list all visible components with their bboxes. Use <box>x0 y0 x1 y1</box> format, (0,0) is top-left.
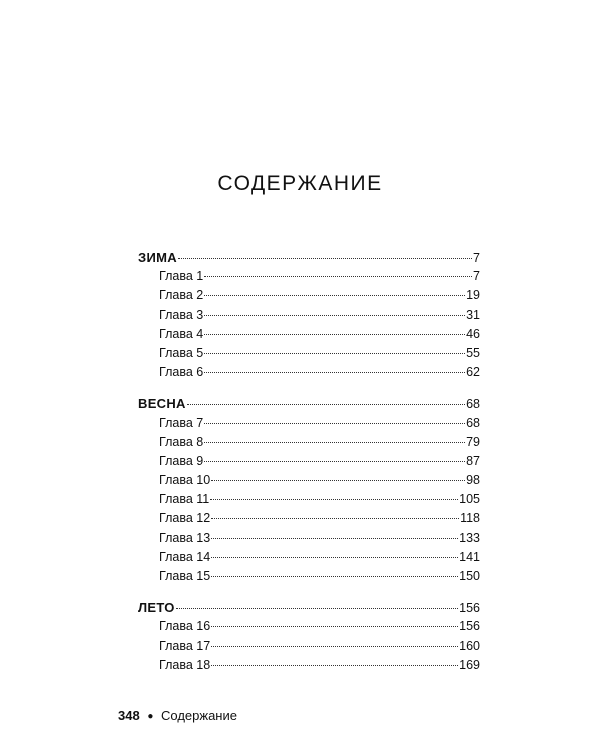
toc-entry-label: Глава 2 <box>159 288 204 303</box>
table-of-contents <box>138 248 480 687</box>
toc-entry-page-number: 68 <box>466 415 480 430</box>
dot-leader <box>204 315 465 316</box>
toc-chapter-entry[interactable] <box>138 617 480 636</box>
toc-entry-page-number: 133 <box>459 530 480 545</box>
toc-entry-page-number: 62 <box>466 365 480 380</box>
toc-entry-page-number: 7 <box>473 251 480 265</box>
toc-chapter-entry[interactable] <box>138 490 480 509</box>
page-title: СОДЕРЖАНИЕ <box>217 172 383 196</box>
toc-entry-page-number: 55 <box>466 345 480 360</box>
toc-chapter-entry[interactable] <box>138 567 480 586</box>
toc-entry-page-number: 156 <box>459 601 480 616</box>
dot-leader <box>211 518 459 519</box>
dot-leader <box>204 442 465 443</box>
dot-leader <box>176 608 458 609</box>
toc-chapter-entry[interactable] <box>138 414 480 433</box>
toc-chapter-entry[interactable] <box>138 471 480 490</box>
toc-entry-label: Глава 7 <box>159 415 204 430</box>
dot-leader <box>204 461 465 462</box>
toc-entry-page-number: 7 <box>473 269 480 284</box>
toc-entry-page-number: 79 <box>466 434 480 449</box>
toc-entry-page-number: 98 <box>466 473 480 488</box>
toc-entry-label: Глава 8 <box>159 434 204 449</box>
dot-leader <box>204 276 472 277</box>
toc-chapter-entry[interactable] <box>138 344 480 363</box>
toc-entry-label: ЛЕТО <box>138 600 175 616</box>
toc-chapter-entry[interactable] <box>138 267 480 286</box>
toc-entry-page-number: 87 <box>466 453 480 468</box>
toc-chapter-entry[interactable] <box>138 452 480 471</box>
toc-entry-page-number: 156 <box>459 619 480 634</box>
toc-entry-label: Глава 13 <box>159 530 211 545</box>
toc-part-entry[interactable] <box>138 598 480 617</box>
toc-entry-label: Глава 10 <box>159 473 211 488</box>
footer-bullet-icon: ● <box>147 711 154 722</box>
toc-section <box>138 598 480 675</box>
toc-entry-label: Глава 11 <box>159 492 210 507</box>
dot-leader <box>204 295 465 296</box>
toc-entry-page-number: 31 <box>466 307 480 322</box>
toc-chapter-entry[interactable] <box>138 548 480 567</box>
toc-entry-label: Глава 12 <box>159 511 211 526</box>
toc-entry-label: Глава 16 <box>159 619 211 634</box>
toc-entry-label: Глава 15 <box>159 569 211 583</box>
page-footer <box>118 708 237 723</box>
dot-leader <box>211 480 465 481</box>
toc-entry-label: Глава 18 <box>159 657 211 672</box>
toc-chapter-entry[interactable] <box>138 325 480 344</box>
toc-entry-page-number: 19 <box>466 288 480 303</box>
toc-entry-label: Глава 1 <box>159 269 204 284</box>
footer-page-number: 348 <box>118 708 140 723</box>
toc-section <box>138 248 480 382</box>
dot-leader <box>204 423 465 424</box>
toc-entry-page-number: 160 <box>459 638 480 653</box>
toc-entry-label: Глава 14 <box>159 549 211 564</box>
toc-chapter-entry[interactable] <box>138 363 480 382</box>
toc-entry-label: Глава 5 <box>159 345 204 360</box>
toc-entry-label: ЗИМА <box>138 250 177 265</box>
dot-leader <box>204 372 465 373</box>
toc-entry-page-number: 141 <box>459 549 480 564</box>
toc-chapter-entry[interactable] <box>138 637 480 656</box>
dot-leader <box>211 626 458 627</box>
toc-entry-label: Глава 4 <box>159 326 204 341</box>
dot-leader <box>210 499 458 500</box>
dot-leader <box>211 538 458 539</box>
dot-leader <box>211 646 458 647</box>
dot-leader <box>211 576 458 577</box>
toc-chapter-entry[interactable] <box>138 656 480 675</box>
dot-leader <box>204 334 465 335</box>
dot-leader <box>204 353 465 354</box>
toc-part-entry[interactable] <box>138 248 480 267</box>
toc-entry-label: Глава 6 <box>159 365 204 380</box>
toc-entry-page-number: 169 <box>459 657 480 672</box>
footer-running-title: Содержание <box>161 708 237 723</box>
toc-chapter-entry[interactable] <box>138 529 480 548</box>
dot-leader <box>211 557 458 558</box>
toc-chapter-entry[interactable] <box>138 306 480 325</box>
toc-chapter-entry[interactable] <box>138 509 480 528</box>
toc-chapter-entry[interactable] <box>138 433 480 452</box>
toc-entry-label: Глава 3 <box>159 307 204 322</box>
toc-section <box>138 394 480 586</box>
toc-entry-page-number: 68 <box>466 397 480 412</box>
toc-entry-page-number: 150 <box>459 569 480 583</box>
toc-entry-page-number: 118 <box>460 511 480 526</box>
toc-entry-label: Глава 17 <box>159 638 211 653</box>
dot-leader <box>211 665 458 666</box>
toc-part-entry[interactable] <box>138 394 480 413</box>
toc-entry-label: ВЕСНА <box>138 396 186 412</box>
dot-leader <box>187 404 465 405</box>
dot-leader <box>178 258 472 259</box>
toc-entry-page-number: 105 <box>459 492 480 507</box>
toc-entry-page-number: 46 <box>466 326 480 341</box>
toc-chapter-entry[interactable] <box>138 286 480 305</box>
toc-entry-label: Глава 9 <box>159 453 204 468</box>
